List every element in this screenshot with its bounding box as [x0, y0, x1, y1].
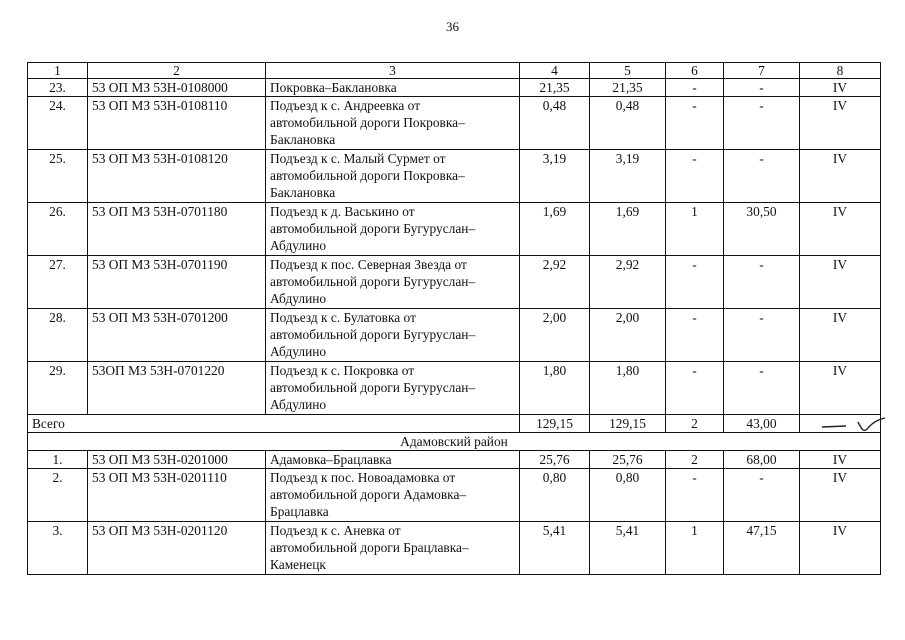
road-name	[266, 522, 520, 575]
table-row	[28, 256, 881, 309]
road-name-line: автомобильной дороги Бугуруслан–	[270, 380, 476, 395]
value-col8: IV	[800, 522, 881, 575]
road-code: 53 ОП МЗ 53Н-0108110	[88, 97, 266, 150]
value-col8: IV	[800, 362, 881, 415]
column-header: 2	[88, 63, 266, 79]
value-col4: 0,48	[520, 97, 590, 150]
value-col4: 2,00	[520, 309, 590, 362]
road-name-line: Покровка–Баклановка	[270, 80, 397, 95]
road-name-line: автомобильной дороги Покровка–	[270, 168, 465, 183]
road-code: 53 ОП МЗ 53Н-0701180	[88, 203, 266, 256]
table-row	[28, 362, 881, 415]
value-col6: -	[666, 469, 724, 522]
table-row	[28, 150, 881, 203]
total-row	[28, 415, 881, 433]
column-header: 6	[666, 63, 724, 79]
value-col8: IV	[800, 150, 881, 203]
total-col6: 2	[666, 415, 724, 433]
district-name: Адамовский район	[28, 433, 881, 451]
value-col7: -	[724, 469, 800, 522]
handwritten-mark	[818, 416, 888, 436]
table-row	[28, 522, 881, 575]
table-row	[28, 309, 881, 362]
value-col7: -	[724, 362, 800, 415]
value-col4: 1,80	[520, 362, 590, 415]
road-name-line: автомобильной дороги Бугуруслан–	[270, 221, 476, 236]
value-col6: -	[666, 150, 724, 203]
road-name	[266, 469, 520, 522]
value-col5: 21,35	[590, 79, 666, 97]
value-col5: 2,00	[590, 309, 666, 362]
road-name-line: Абдулино	[270, 344, 327, 359]
value-col5: 2,92	[590, 256, 666, 309]
value-col4: 0,80	[520, 469, 590, 522]
road-name	[266, 362, 520, 415]
road-name-line: Абдулино	[270, 238, 327, 253]
value-col5: 1,69	[590, 203, 666, 256]
road-name-line: Подъезд к с. Аневка от	[270, 523, 401, 538]
row-number: 29.	[28, 362, 88, 415]
value-col7: 47,15	[724, 522, 800, 575]
value-col8: IV	[800, 309, 881, 362]
road-code: 53 ОП МЗ 53Н-0701190	[88, 256, 266, 309]
row-number: 28.	[28, 309, 88, 362]
value-col8: IV	[800, 469, 881, 522]
road-name-line: автомобильной дороги Бугуруслан–	[270, 274, 476, 289]
road-name	[266, 451, 520, 469]
road-name-line: Подъезд к с. Булатовка от	[270, 310, 416, 325]
total-col5: 129,15	[590, 415, 666, 433]
road-name-line: Подъезд к с. Покровка от	[270, 363, 415, 378]
value-col7: -	[724, 256, 800, 309]
value-col6: 1	[666, 522, 724, 575]
value-col7: -	[724, 150, 800, 203]
value-col4: 3,19	[520, 150, 590, 203]
value-col4: 21,35	[520, 79, 590, 97]
road-name-line: Подъезд к с. Андреевка от	[270, 98, 421, 113]
value-col6: -	[666, 362, 724, 415]
value-col5: 0,80	[590, 469, 666, 522]
table-row	[28, 203, 881, 256]
row-number: 3.	[28, 522, 88, 575]
value-col4: 25,76	[520, 451, 590, 469]
road-name-line: Брацлавка	[270, 504, 329, 519]
value-col5: 25,76	[590, 451, 666, 469]
value-col6: -	[666, 97, 724, 150]
road-name-line: автомобильной дороги Бугуруслан–	[270, 327, 476, 342]
road-code: 53 ОП МЗ 53Н-0108120	[88, 150, 266, 203]
value-col7: -	[724, 97, 800, 150]
row-number: 1.	[28, 451, 88, 469]
road-name-line: Каменецк	[270, 557, 326, 572]
road-name	[266, 203, 520, 256]
road-name	[266, 309, 520, 362]
row-number: 27.	[28, 256, 88, 309]
value-col6: 1	[666, 203, 724, 256]
road-name-line: Адамовка–Брацлавка	[270, 452, 392, 467]
road-code: 53 ОП МЗ 53Н-0201120	[88, 522, 266, 575]
table-row	[28, 79, 881, 97]
district-row	[28, 433, 881, 451]
value-col7: -	[724, 79, 800, 97]
header-row	[28, 63, 881, 79]
road-code: 53ОП МЗ 53Н-0701220	[88, 362, 266, 415]
road-name-line: Абдулино	[270, 397, 327, 412]
value-col7: 30,50	[724, 203, 800, 256]
road-name-line: автомобильной дороги Покровка–	[270, 115, 465, 130]
road-name-line: Подъезд к д. Васькино от	[270, 204, 415, 219]
value-col5: 5,41	[590, 522, 666, 575]
road-name	[266, 97, 520, 150]
value-col5: 0,48	[590, 97, 666, 150]
row-number: 23.	[28, 79, 88, 97]
road-name-line: Подъезд к с. Малый Сурмет от	[270, 151, 446, 166]
column-header: 4	[520, 63, 590, 79]
value-col8: IV	[800, 79, 881, 97]
value-col8: IV	[800, 256, 881, 309]
road-name-line: Баклановка	[270, 185, 336, 200]
road-code: 53 ОП МЗ 53Н-0201000	[88, 451, 266, 469]
column-header: 8	[800, 63, 881, 79]
road-name-line: Абдулино	[270, 291, 327, 306]
road-name	[266, 256, 520, 309]
column-header: 3	[266, 63, 520, 79]
road-name-line: Подъезд к пос. Северная Звезда от	[270, 257, 467, 272]
total-label: Всего	[28, 415, 520, 433]
roads-table	[27, 62, 881, 575]
road-name-line: автомобильной дороги Адамовка–	[270, 487, 467, 502]
value-col6: 2	[666, 451, 724, 469]
value-col5: 1,80	[590, 362, 666, 415]
row-number: 25.	[28, 150, 88, 203]
road-code: 53 ОП МЗ 53Н-0701200	[88, 309, 266, 362]
table-row	[28, 469, 881, 522]
column-header: 7	[724, 63, 800, 79]
road-name	[266, 79, 520, 97]
value-col6: -	[666, 309, 724, 362]
value-col8: IV	[800, 203, 881, 256]
value-col6: -	[666, 79, 724, 97]
value-col7: 68,00	[724, 451, 800, 469]
table-row	[28, 97, 881, 150]
total-col7: 43,00	[724, 415, 800, 433]
value-col8: IV	[800, 97, 881, 150]
value-col5: 3,19	[590, 150, 666, 203]
value-col6: -	[666, 256, 724, 309]
road-name-line: Подъезд к пос. Новоадамовка от	[270, 470, 456, 485]
value-col4: 2,92	[520, 256, 590, 309]
row-number: 2.	[28, 469, 88, 522]
row-number: 26.	[28, 203, 88, 256]
road-name	[266, 150, 520, 203]
page-number: 36	[446, 19, 459, 34]
column-header: 5	[590, 63, 666, 79]
table-row	[28, 451, 881, 469]
column-header: 1	[28, 63, 88, 79]
value-col7: -	[724, 309, 800, 362]
value-col8: IV	[800, 451, 881, 469]
row-number: 24.	[28, 97, 88, 150]
value-col4: 1,69	[520, 203, 590, 256]
total-col4: 129,15	[520, 415, 590, 433]
road-code: 53 ОП МЗ 53Н-0108000	[88, 79, 266, 97]
value-col4: 5,41	[520, 522, 590, 575]
road-name-line: Баклановка	[270, 132, 336, 147]
road-name-line: автомобильной дороги Брацлавка–	[270, 540, 469, 555]
road-code: 53 ОП МЗ 53Н-0201110	[88, 469, 266, 522]
